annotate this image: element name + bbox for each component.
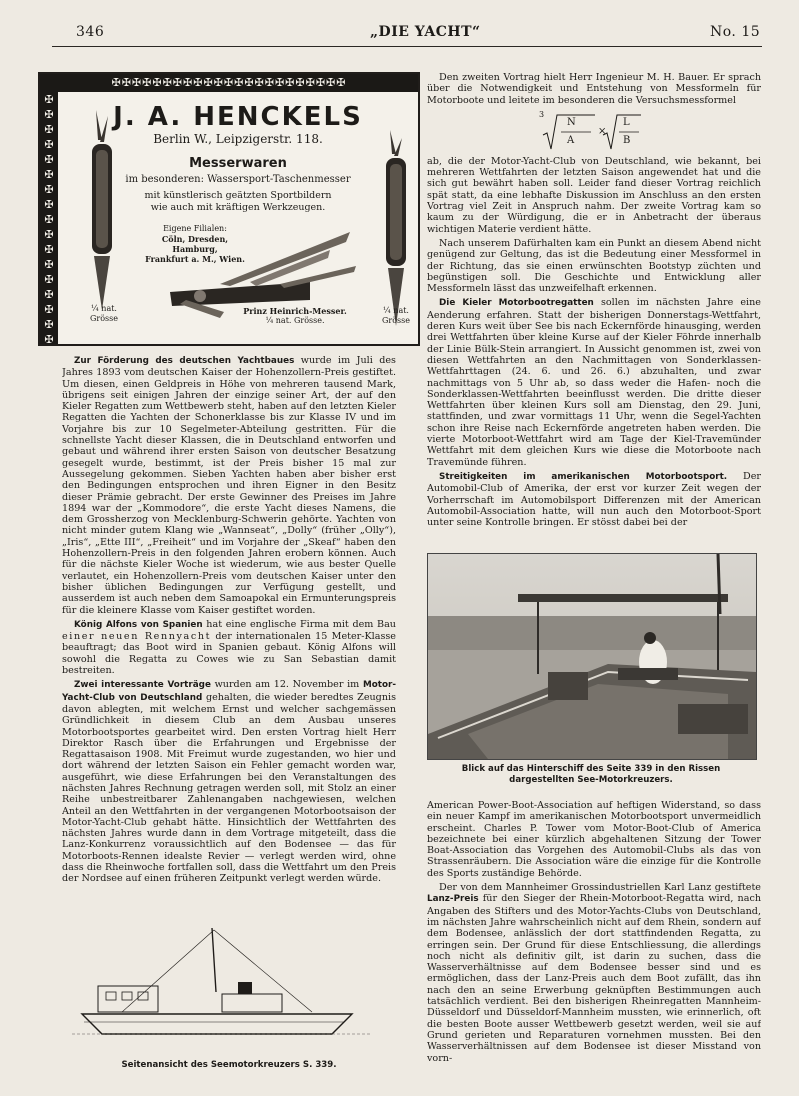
ad-knife-size: ¼ nat. Grösse. xyxy=(265,316,325,325)
journal-title: „DIE YACHT“ xyxy=(370,24,481,40)
article-bauer-cont: ab, die der Motor-Yacht-Club von Deutschland, wie bekannt, bei mehreren Wettfahrten der letzten Saison angewendet hat und die sich gut bewährt haben soll. Leider fand dieser Vortrag reichlich spät statt, da eine lebhafte Diskussion im Anschluss an den ersten Vortrag viel Zeit in Anspruch nahm. Der zweite Vortrag kam so kaum zu der Würdigung, die er in Anbetracht der überaus wichtigen Materie verdient hätte. xyxy=(427,155,761,235)
left-column xyxy=(62,355,396,915)
article-bauer-intro: Den zweiten Vortrag hielt Herr Ingenieur M. H. Bauer. Er sprach über die Notwendigkeit und Entstehung von Messformeln für Motorboote und leitete im besonderen die Versuchsmessformel xyxy=(427,72,761,106)
page-number: 346 xyxy=(76,24,105,40)
pocket-knife-right-icon xyxy=(376,130,416,330)
photo-caption-line-2: dargestellten See-Motorkreuzers. xyxy=(509,775,673,785)
ad-subtitle: im besonderen: Wassersport-Taschenmesser xyxy=(125,174,351,185)
formula-times: × xyxy=(598,125,607,137)
ad-desc-1: mit künstlerisch geätzten Sportbildern xyxy=(144,190,332,201)
formula-l: L xyxy=(623,116,630,128)
right-column-lower xyxy=(427,800,761,1082)
article-lanz-a: Der von dem Mannheimer Grossindustriellen Karl Lanz gestiftete xyxy=(439,882,761,894)
article-lanz xyxy=(427,882,761,1064)
stern-deck-photo xyxy=(427,553,757,760)
figure-caption-side-view: Seitenansicht des Seemotorkreuzers S. 339. xyxy=(121,1060,337,1070)
article-lanz-head: Lanz-Preis xyxy=(427,894,479,905)
henckels-advertisement xyxy=(38,72,420,346)
ad-branches-1: Cöln, Dresden, Hamburg, xyxy=(161,234,229,254)
ad-size-left xyxy=(84,304,124,324)
ad-ornament-top: ✠✠✠✠✠✠✠✠✠✠✠✠✠✠✠✠✠✠✠✠✠✠✠ xyxy=(40,74,418,92)
pocket-knife-left-icon xyxy=(80,110,124,310)
formula-root-index: 3 xyxy=(539,109,545,119)
motor-cruiser-side-view-drawing xyxy=(62,922,396,1062)
article-america-cont: American Power-Boot-Association auf heftigen Widerstand, so dass ein neuer Kampf im amerikanischen Motorbootsport unvermeidlich erscheint. Charles P. Tower vom Motor-Boot-Club of America bezeichnete bei einer kürzlich abgehaltenen Sitzung der Tower Boat-Association das Vorgehen des Automobil-Clubs als das von Strassenräubern. Die Association wäre die einzige für die Kontrolle des Sports zuständige Behörde. xyxy=(427,800,761,879)
ad-branches-2: Frankfurt a. M., Wien. xyxy=(145,254,245,264)
article-vortraege-head2: Motor-Yacht-Club von Deutschland xyxy=(62,680,396,703)
ad-size-right-1: ¼ nat. xyxy=(383,306,409,315)
article-kiel-head: Die Kieler Motorbootregatten xyxy=(439,298,594,309)
article-yachtbau-head: Zur Förderung des deutschen Yachtbaues xyxy=(74,356,295,366)
article-america xyxy=(427,471,761,528)
article-kiel xyxy=(427,297,761,467)
header-rule xyxy=(52,46,762,47)
formula-a: A xyxy=(567,134,575,146)
photo-caption-line-1: Blick auf das Hinterschiff des Seite 339 in den Rissen xyxy=(461,764,721,774)
article-vortraege xyxy=(62,679,396,884)
ad-address: Berlin W., Leipzigerstr. 118. xyxy=(153,132,323,146)
formula-root-signs xyxy=(537,109,647,153)
article-yachtbau-body: wurde im Juli des Jahres 1893 vom deutschen Kaiser der Hohenzollern-Preis gestiftet. Um diesen, einen Geldpreis in Höhe von mehreren tausend Mark, übrigens seit einigen Jahren der einzige seiner Art, der auf den Kieler Regatten zum Wettbewerb steht, haben auf den letzten Kieler Regatten die Yachten der Schonerklasse bis zur Klasse IV und im Vorjahre bis zur 10 Segelmeter-Abteilung gestritten. Für die schnellste Yacht dieser Klassen, die in Deutschland entworfen und gebaut und während ihrer ersten Saison von deutscher Besatzung gesegelt wurde, bestimmt, ist der Preis bisher 15 mal zur Aussegelung gekommen. Sieben Yachten haben aber bisher erst den Bedingungen entsprochen und ihren Eigner in den Besitz dieser Prämie gebracht. Der erste Gewinner des Preises im Jahre 1894 war der „Kommodore“, die erste Yacht dieses Namens, die dem Grossherzog von Mecklenburg-Schwerin gehörte. Yachten von nicht minder gutem Klang wie „Wannseat“, „Dolly“ (früher „Olly“), „Iris“, „Ette III“, „Freiheit“ und im Vorjahre der „Skeaf“ haben den Hohenzollern-Preis in den folgenden Jahren erobern können. Auch für die nächste Kieler Woche ist wiederum, wie aus bester Quelle verlautet, ein Hohenzollern-Preis vom deutschen Kaiser unter den bisher üblichen Bedingungen zur Verfügung gestellt, und ausserdem ist auch neben dem Samoapokal ein Ermunterungspreis für die kleinere Klasse vom Kaiser gestiftet worden. xyxy=(62,355,396,616)
formula-n: N xyxy=(567,116,576,128)
article-america-head: Streitigkeiten im amerikanischen Motorbootsport. xyxy=(439,471,728,482)
article-alfons-a: hat eine englische Firma mit dem Bau xyxy=(202,618,396,630)
ad-ornament-left xyxy=(40,92,58,344)
ad-brand: J. A. HENCKELS xyxy=(113,102,363,132)
article-alfons-b: der internationalen 15 Meter-Klasse beauftragt; das Boot wird in Spanien gebaut. König Alfons will sowohl die Regatta zu Cowes wie zu San Sebastian damit bestreiten. xyxy=(62,631,396,677)
ad-size-right-2: Grösse xyxy=(382,316,410,325)
article-vortraege-head: Zwei interessante Vorträge xyxy=(74,680,211,691)
article-vortraege-b: gehalten, die wieder beredtes Zeugnis davon ablegten, mit welchem Ernst und welcher sachgemässen Gründlichkeit in diesem Club an dem Ausbau unseres Motorbootsportes gearbeitet wird. Den ersten Vortrag hielt Herr Direktor Rasch über die Erfahrungen und Ergebnisse der Regattasaison 1908. Mit Freimut wurde zugestanden, wo hier und dort während der letzten Saison ein Fehler gemacht worden war, ausgeführt, wie diese Erfahrungen bei den Veranstaltungen des nächsten Jahres Rechnung getragen werden soll, mit Stolz an einer Reihe unbestreitbarer Zahlenangaben nachgewiesen, welchen Anteil an den Wettfahrten in der vergangenen Motorbootsaison der Motor-Yacht-Club gehabt hätte. Hinsichtlich der Wettfahrten des nächsten Jahres wurde dann in dem Vortrage mitgeteilt, dass die Lanz-Konkurrenz voraussichtlich auf den Bodensee — das für Motorboots-Rennen idealste Revier — verlegt werden wird, ohne dass die Rheinwoche fortfallen soll, dass die Wettfahrt um den Preis der Nordsee auf einen früheren Zeitpunkt verlegt werden würde. xyxy=(62,691,396,885)
article-yachtbau xyxy=(62,355,396,616)
article-kiel-body: sollen im nächsten Jahre eine Aenderung erfahren. Statt der bisherigen Donnerstags-Wettfahrt, deren Kurs weit über See bis nach Eckernförde hinausging, werden drei Wettfahrten über kleine Kurse auf der Kieler Föhrde innerhalb der Linie Bülk-Stein arrangiert. In Aussicht genommen ist, zwei von diesen Wettfahrten an den Nachmittagen von Sonderklassen-Wettfahrttagen (24. 6. und 26. 6.) abzuhalten, und zwar nachmittags von 5 Uhr ab, so dass weder die Hafen- noch die Sonderklassen-Wettfahrten beeinflusst werden. Die dritte dieser Wettfahrten über kleinen Kurs soll am Dienstag, den 29. Juni, stattfinden, und zwar vormittags 11 Uhr, wenn die Segel-Yachten schon ihre Reise nach Eckernförde angetreten haben werden. Die vierte Motorboot-Wettfahrt wird am Tage der Kiel-Travemünder Wettfahrt mit dem gleichen Kurs wie diese die Motorboote nach Travemünde führen. xyxy=(427,297,761,468)
issue-number: No. 15 xyxy=(710,24,761,40)
article-america-body: Der Automobil-Club of Amerika, der erst vor kurzer Zeit wegen der Vorherrschaft im Automobilsport Differenzen mit der American Automobil-Association hatte, will nun auch den Motorboot-Sport unter seine Kontrolle bringen. Er stösst dabei bei der xyxy=(427,470,761,529)
ad-knife-name: Prinz Heinrich-Messer. xyxy=(243,306,347,316)
ad-size-right xyxy=(376,306,416,326)
right-column-upper xyxy=(427,72,761,550)
article-alfons-head: König Alfons von Spanien xyxy=(74,619,203,630)
ad-knife-label xyxy=(220,306,370,326)
ad-desc-2: wie auch mit kräftigen Werkzeugen. xyxy=(150,202,326,213)
formula-b: B xyxy=(623,134,631,146)
ad-product: Messerwaren xyxy=(189,156,287,171)
article-vortraege-a: wurden am 12. November im xyxy=(210,679,363,691)
article-lanz-b: für den Sieger der Rhein-Motorboot-Regatta wird, nach Angaben des Stifters und des Motor-Yachts-Clubs von Deutschland, im nächsten Jahre wahrscheinlich nicht auf dem Rhein, sondern auf dem Bodensee, anlässlich der dort stattfindenden Regatta, zu erringen sein. Der Grund für diese Entschliessung, die allerdings noch nicht als definitiv gilt, ist darin zu suchen, dass die Wasserverhältnisse auf dem Bodensee besser sind und es ermöglichen, dass der Lanz-Preis auch dem Boot zufällt, das ihn nach den an seine Erwerbung geknüpften Bestimmungen auch tatsächlich verdient. Bei den bisherigen Rheinregatten Mannheim-Düsseldorf und Düsseldorf-Mannheim mussten, wie erinnerlich, oft die besten Boote ausser Wettbewerb gesetzt werden, weil sie auf Grund gerieten und Reparaturen vornehmen mussten. Bei den Wasserverhältnissen auf dem Bodensee ist dieser Misstand von vorn- xyxy=(427,893,761,1064)
ad-ornament-left-text: ✠✠✠✠✠✠✠✠✠✠✠✠✠✠✠✠✠ xyxy=(44,93,54,344)
article-bauer-opinion: Nach unserem Dafürhalten kam ein Punkt an diesem Abend nicht genügend zur Geltung, das ist die Bedeutung einer Messformel in der Richtung, das sie einen erwünschten Bootstyp züchten und begünstigen soll. Die Geschichte und Entwicklung aller Messformeln lässt das unzweifelhaft erkennen. xyxy=(427,237,761,295)
ad-size-left-1: ¼ nat. xyxy=(91,304,117,313)
article-alfons xyxy=(62,619,396,676)
photo-caption xyxy=(427,764,755,786)
article-alfons-spaced: einer neuen Rennyacht xyxy=(62,631,212,643)
ad-branches-label: Eigene Filialen: xyxy=(163,224,227,233)
ad-size-left-2: Grösse xyxy=(90,314,118,323)
measurement-formula xyxy=(427,109,761,153)
